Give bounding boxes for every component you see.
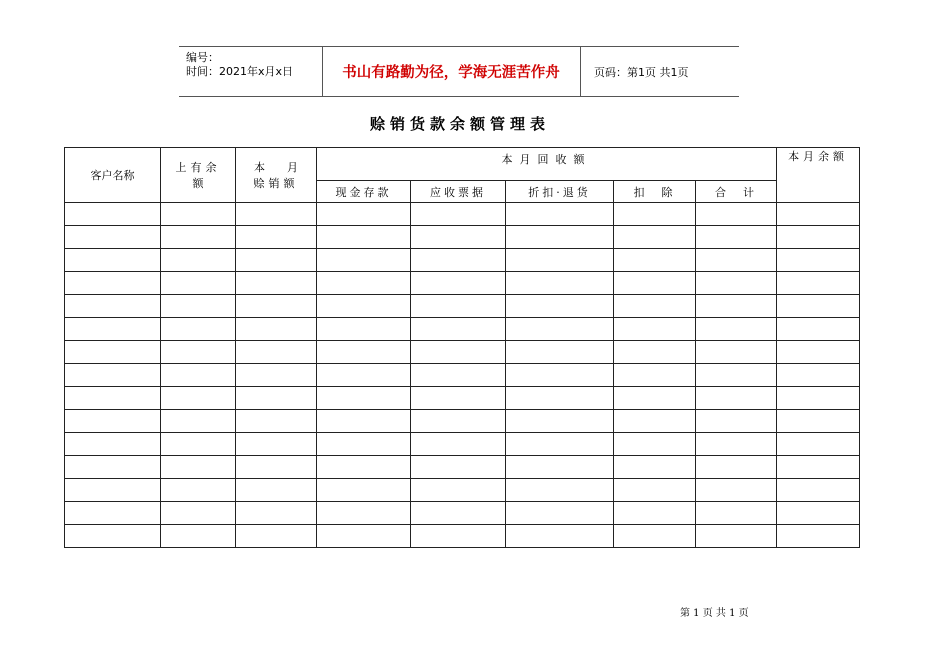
header-page-info: 页码：第1页 共1页: [594, 66, 689, 79]
table-cell[interactable]: [777, 318, 860, 341]
table-cell[interactable]: [317, 525, 411, 548]
table-cell[interactable]: [411, 525, 506, 548]
table-cell[interactable]: [411, 410, 506, 433]
table-cell[interactable]: [65, 226, 161, 249]
table-cell[interactable]: [777, 249, 860, 272]
table-cell[interactable]: [236, 272, 317, 295]
table-cell[interactable]: [696, 203, 777, 226]
table-row: [65, 433, 860, 456]
table-cell[interactable]: [696, 272, 777, 295]
table-cell[interactable]: [411, 272, 506, 295]
table-cell[interactable]: [614, 433, 696, 456]
doc-number-label: 编号：: [186, 51, 219, 64]
table-row: [65, 318, 860, 341]
table-cell[interactable]: [506, 410, 614, 433]
table-cell[interactable]: [411, 295, 506, 318]
table-cell[interactable]: [696, 295, 777, 318]
table-cell[interactable]: [317, 203, 411, 226]
table-cell[interactable]: [161, 295, 236, 318]
table-row: [65, 364, 860, 387]
table-cell[interactable]: [614, 525, 696, 548]
table-cell[interactable]: [65, 456, 161, 479]
table-cell[interactable]: [317, 364, 411, 387]
table-cell[interactable]: [614, 502, 696, 525]
table-cell[interactable]: [506, 341, 614, 364]
table-cell[interactable]: [614, 410, 696, 433]
table-cell[interactable]: [506, 249, 614, 272]
table-cell[interactable]: [65, 387, 161, 410]
table-cell[interactable]: [777, 295, 860, 318]
header-cash-deposit: 现金存款: [317, 181, 411, 203]
table-cell[interactable]: [614, 249, 696, 272]
table-cell[interactable]: [317, 387, 411, 410]
table-cell[interactable]: [696, 318, 777, 341]
table-cell[interactable]: [696, 226, 777, 249]
table-cell[interactable]: [236, 479, 317, 502]
table-cell[interactable]: [236, 341, 317, 364]
table-cell[interactable]: [777, 203, 860, 226]
table-cell[interactable]: [161, 364, 236, 387]
table-cell[interactable]: [65, 341, 161, 364]
table-cell[interactable]: [411, 341, 506, 364]
table-cell[interactable]: [777, 479, 860, 502]
doc-time-label: 时间：2021年x月x日: [186, 65, 294, 78]
table-cell[interactable]: [161, 525, 236, 548]
table-cell[interactable]: [411, 456, 506, 479]
header-customer-name: 客户名称: [65, 148, 161, 203]
table-cell[interactable]: [506, 318, 614, 341]
table-cell[interactable]: [411, 364, 506, 387]
table-cell[interactable]: [317, 249, 411, 272]
table-cell[interactable]: [777, 525, 860, 548]
table-cell[interactable]: [696, 249, 777, 272]
table-cell[interactable]: [161, 226, 236, 249]
header-deductions: 扣 除: [614, 181, 696, 203]
table-cell[interactable]: [161, 203, 236, 226]
table-cell[interactable]: [777, 433, 860, 456]
table-cell[interactable]: [614, 479, 696, 502]
table-cell[interactable]: [777, 410, 860, 433]
table-cell[interactable]: [696, 410, 777, 433]
table-cell[interactable]: [411, 249, 506, 272]
table-row: [65, 456, 860, 479]
table-cell[interactable]: [696, 433, 777, 456]
table-cell[interactable]: [411, 387, 506, 410]
table-cell[interactable]: [411, 318, 506, 341]
table-row: [65, 203, 860, 226]
table-cell[interactable]: [236, 433, 317, 456]
table-cell[interactable]: [65, 318, 161, 341]
table-cell[interactable]: [696, 479, 777, 502]
table-cell[interactable]: [411, 226, 506, 249]
table-cell[interactable]: [614, 341, 696, 364]
table-cell[interactable]: [317, 272, 411, 295]
table-cell[interactable]: [317, 226, 411, 249]
table-cell[interactable]: [236, 226, 317, 249]
table-row: [65, 479, 860, 502]
table-cell[interactable]: [161, 410, 236, 433]
table-cell[interactable]: [317, 502, 411, 525]
table-cell[interactable]: [317, 410, 411, 433]
table-cell[interactable]: [411, 203, 506, 226]
table-cell[interactable]: [236, 456, 317, 479]
table-cell[interactable]: [161, 318, 236, 341]
table-cell[interactable]: [506, 226, 614, 249]
table-cell[interactable]: [506, 456, 614, 479]
table-cell[interactable]: [65, 249, 161, 272]
table-cell[interactable]: [411, 433, 506, 456]
table-cell[interactable]: [506, 272, 614, 295]
table-cell[interactable]: [777, 364, 860, 387]
table-cell[interactable]: [317, 479, 411, 502]
table-cell[interactable]: [65, 295, 161, 318]
header-previous-balance: 上有余 额: [161, 148, 236, 203]
table-cell[interactable]: [411, 502, 506, 525]
table-cell[interactable]: [65, 502, 161, 525]
table-cell[interactable]: [777, 341, 860, 364]
header-month-balance: 本月余额: [777, 148, 860, 203]
table-cell[interactable]: [614, 226, 696, 249]
table-cell[interactable]: [506, 295, 614, 318]
table-cell[interactable]: [317, 295, 411, 318]
table-row: [65, 272, 860, 295]
table-cell[interactable]: [777, 456, 860, 479]
header-divider-right: [580, 46, 581, 96]
table-cell[interactable]: [236, 525, 317, 548]
table-cell[interactable]: [317, 433, 411, 456]
table-cell[interactable]: [777, 502, 860, 525]
table-row: [65, 249, 860, 272]
table-cell[interactable]: [506, 203, 614, 226]
table-cell[interactable]: [161, 502, 236, 525]
table-cell[interactable]: [161, 479, 236, 502]
table-cell[interactable]: [696, 502, 777, 525]
table-row: [65, 525, 860, 548]
table-cell[interactable]: [614, 295, 696, 318]
table-cell[interactable]: [696, 364, 777, 387]
table-cell[interactable]: [161, 433, 236, 456]
table-row: [65, 295, 860, 318]
table-cell[interactable]: [614, 364, 696, 387]
table-cell[interactable]: [161, 456, 236, 479]
table-cell[interactable]: [696, 525, 777, 548]
table-cell[interactable]: [506, 387, 614, 410]
table-cell[interactable]: [506, 433, 614, 456]
table-cell[interactable]: [506, 525, 614, 548]
table-cell[interactable]: [317, 456, 411, 479]
table-cell[interactable]: [65, 525, 161, 548]
header-credit-sales: 本 月 赊销额: [236, 148, 317, 203]
table-cell[interactable]: [696, 341, 777, 364]
table-cell[interactable]: [161, 272, 236, 295]
ledger-table: [64, 147, 860, 548]
page-footer: 第 1 页 共 1 页: [680, 608, 749, 619]
table-cell[interactable]: [65, 364, 161, 387]
header-bottom-rule: [179, 96, 739, 97]
table-cell[interactable]: [236, 203, 317, 226]
table-cell[interactable]: [614, 318, 696, 341]
table-cell[interactable]: [777, 387, 860, 410]
table-cell[interactable]: [614, 456, 696, 479]
table-cell[interactable]: [236, 502, 317, 525]
table-cell[interactable]: [777, 272, 860, 295]
table-cell[interactable]: [506, 479, 614, 502]
table-row: [65, 226, 860, 249]
table-cell[interactable]: [161, 341, 236, 364]
table-cell[interactable]: [236, 387, 317, 410]
table-cell[interactable]: [65, 433, 161, 456]
table-cell[interactable]: [614, 203, 696, 226]
table-cell[interactable]: [65, 272, 161, 295]
header-motto: 书山有路勤为径，学海无涯苦作舟: [342, 64, 560, 81]
table-cell[interactable]: [777, 226, 860, 249]
table-cell[interactable]: [317, 341, 411, 364]
header-collection-group: 本月回收额: [317, 148, 777, 181]
table-row: [65, 502, 860, 525]
table-cell[interactable]: [161, 387, 236, 410]
table-cell[interactable]: [411, 479, 506, 502]
table-cell[interactable]: [506, 502, 614, 525]
header-notes-receivable: 应收票据: [411, 181, 506, 203]
header-discount-returns: 折扣·退货: [506, 181, 614, 203]
table-cell[interactable]: [236, 364, 317, 387]
table-row: [65, 387, 860, 410]
header-total: 合 计: [696, 181, 777, 203]
table-row: [65, 341, 860, 364]
table-cell[interactable]: [506, 364, 614, 387]
table-row: [65, 410, 860, 433]
table-cell[interactable]: [65, 410, 161, 433]
table-cell[interactable]: [65, 479, 161, 502]
page-title: 赊销货款余额管理表: [369, 115, 550, 133]
table-cell[interactable]: [236, 249, 317, 272]
table-cell[interactable]: [614, 387, 696, 410]
table-cell[interactable]: [696, 456, 777, 479]
table-cell[interactable]: [614, 272, 696, 295]
table-cell[interactable]: [317, 318, 411, 341]
header-meta: [186, 51, 293, 79]
table-cell[interactable]: [65, 203, 161, 226]
table-cell[interactable]: [696, 387, 777, 410]
table-cell[interactable]: [236, 295, 317, 318]
table-cell[interactable]: [161, 249, 236, 272]
table-cell[interactable]: [236, 410, 317, 433]
table-cell[interactable]: [236, 318, 317, 341]
